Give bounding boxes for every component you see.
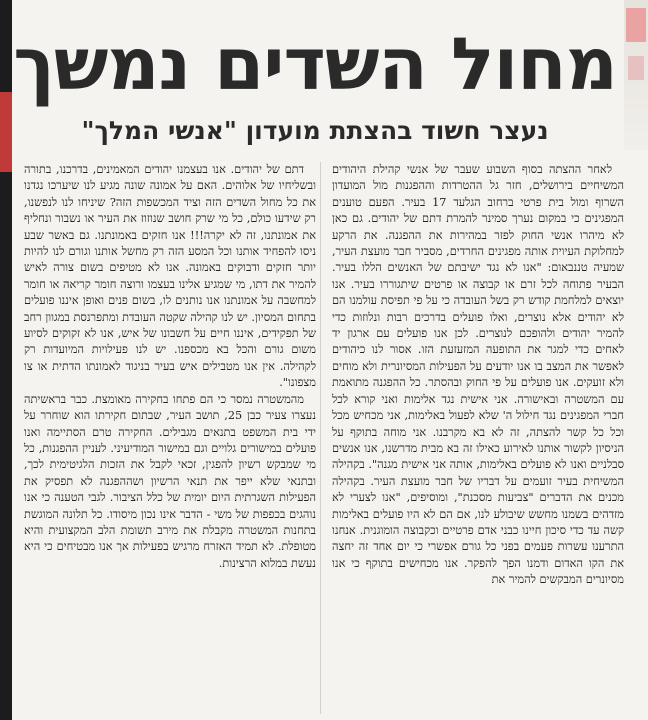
article-column-right <box>332 162 624 714</box>
column-divider <box>320 162 321 714</box>
headline: מחול השדים נמשך <box>13 22 617 106</box>
paragraph: מהמשטרה נמסר כי הם פתחו בחקירה מאומצת. כבר בראשיתה נעצרו צעיר כבן 25, תושב העיר, שבתום חקירתו הוא שוחרר על ידי בית המשפט בתנאים מגבילים. החקירה טרם הסתיימה ואנו פועלים במישורים גלויים וגם במישור המודיעיני. לעניין ההפגנות, כל מי שמבקש רשיון להפגין, זכאי לקבל את הזכות הלגיטימית לכך, ובתנאי שלא ייפר את תנאי הרשיון ושההפגנה לא תפסיק את הפעילות השגרתית היום יומית של כלל הציבור. לגבי הטענה כי אנו נוהגים בכפפות של משי - הדבר אינו נכון מיסודו. כל תלונה המוגשת בתחנות המשטרה מקבלת את מירב תשומת הלב המקצועית והיא מטופלת. לא תמיד האזרח מרגיש בפעילות אך אנו מבטיחים כי היא נעשת במלוא הרצינות. <box>24 392 316 570</box>
paragraph: לאחר ההצתה בסוף השבוע שעבר של אנשי קהילת היהודים המשיחיים בירושלים, חזר גל ההטרדות וההפגנות מול המועדון השרוף ומול בית פרטי ברחוב הגלעד 17 בעיר. הפעם טוענים המפגינים כי במקום נערך סמינר להמרת דתם של יהודים. גם כאן לא מיהרו אנשי החוק לפזר במהירות את ההפגנה. את הרקע למחלוקת העיוית אותה מפגינים החרדים, מסביר חבר מועצת העיר, שמעיה טננבאום: "אנו לא נגד ישיבתם של האנשים הללו בעיר. הבעיר פתוחה לכל זרם או קבוצה או פרטים שיתגוררו בעיר. אנו יוצאים למלחמת קודש רק בשל העובדה כי על פי תפיסת עולמנו הם לא יהודים אלא נוצרים, ואלו פועלים בדרכים רבות ונלוזות כדי להמיר יהודים ולהופכם לנוצרים. לכן אנו פועלים עם ארגון יד לאחים כדי למגר את התופעה המזעזעת הזו. אסור לנו כיהודים לאפשר את המצב בו אנו יודעים על הפעילות המסיונרית ולא מוחים ולא זועקים. אנו פועלים על פי החוק ובהסתר. כל ההפגנה מתואמת עם המשטרה ובאישורה. אני אישית נגד אלימות ואני קורא לכל חברי המפגינים נגד חילול ה' שלא לפעול באלימות, אני מכחיש מכל וכל כל קשר להצתה, זה לא בא מקרבנו. אני מוחה בתוקף על הניסיון לקשור אותנו לאירוע כאילו זה בא מבית מדרשנו, אנו אנשים סבלניים ואנו לא פועלים באלימות, אותה אני אישית מגנה". בקהילה המשיחית בעיר זועמים על דבריו של חבר מועצת העיר. בקהילה מכנים את הדברים "צביעות מסכנת", ומוסיפים, "אנו לצערי לא מזדהים בשמנו מחשש שיבולע לנו, אם הם לא היו פועלים באלימות קשה עד כדי סיכון חיינו כבני אדם פרטיים וכקבוצה הומוגנית. אנחנו התרענו עשרות פעמים בפני כל גורם אפשרי כי יום אחד זה יחצה את הקו האדום ודמנו הפך להפקר. אנו מכחישים בתוקף כי אנו מסיונרים המבקשים להמיר את <box>332 163 624 587</box>
article-column-left <box>24 162 316 714</box>
subheadline: נעצר חשוד בהצתת מועדון "אנשי המלך" <box>81 115 549 145</box>
adjacent-page-edge-right <box>624 0 648 150</box>
paragraph: דתם של יהודים. אנו בעצמנו יהודים המאמינים, בדרכנו, בתורה ובשליחיו של אלוהים. האם על אמונה שונה מגיע לנו שיערכו נגדנו את כל מחול השדים הזה וציד המכשפות הזה? שיניחו לנו לנפשנו, רק שידעו כולם, כל מי שרק חושב שנוזוז את העיר או נשבור ונחליף את אמונתנו, זה לא יקרה!!! אנו חזקים באמונתנו. גם באשר שבע ניסו להפחיד אותנו וכל המסע הזה רק מחשל אותנו וגורם לנו להיות יותר חזקים ודבוקים באמונה. אנו לא מטיפים בשום צורה לאיש להמיר את דתו, מי שמגיע אלינו בעצמו ורוצה חומר קריאה או חומר למחשבה על אמונתנו אנו נותנים לו, בשום פנים ואופן איננו פועלים בתחום המסיון. יש לנו קהילה שקטה העובדת ומתפרנסת במגוון רחב של תפקידים, איננו חיים על חשבונו של איש, אנו לא זקוקים לסיוע משום גורם והכל בא מכספנו. יש לנו פעילויות המיועדות רק לקהילה. אין אנו מטבילים איש בעיר בניגוד לאמונתו הדתית או צו מצפונו". <box>24 163 316 390</box>
adjacent-page-edge-left <box>0 0 12 720</box>
